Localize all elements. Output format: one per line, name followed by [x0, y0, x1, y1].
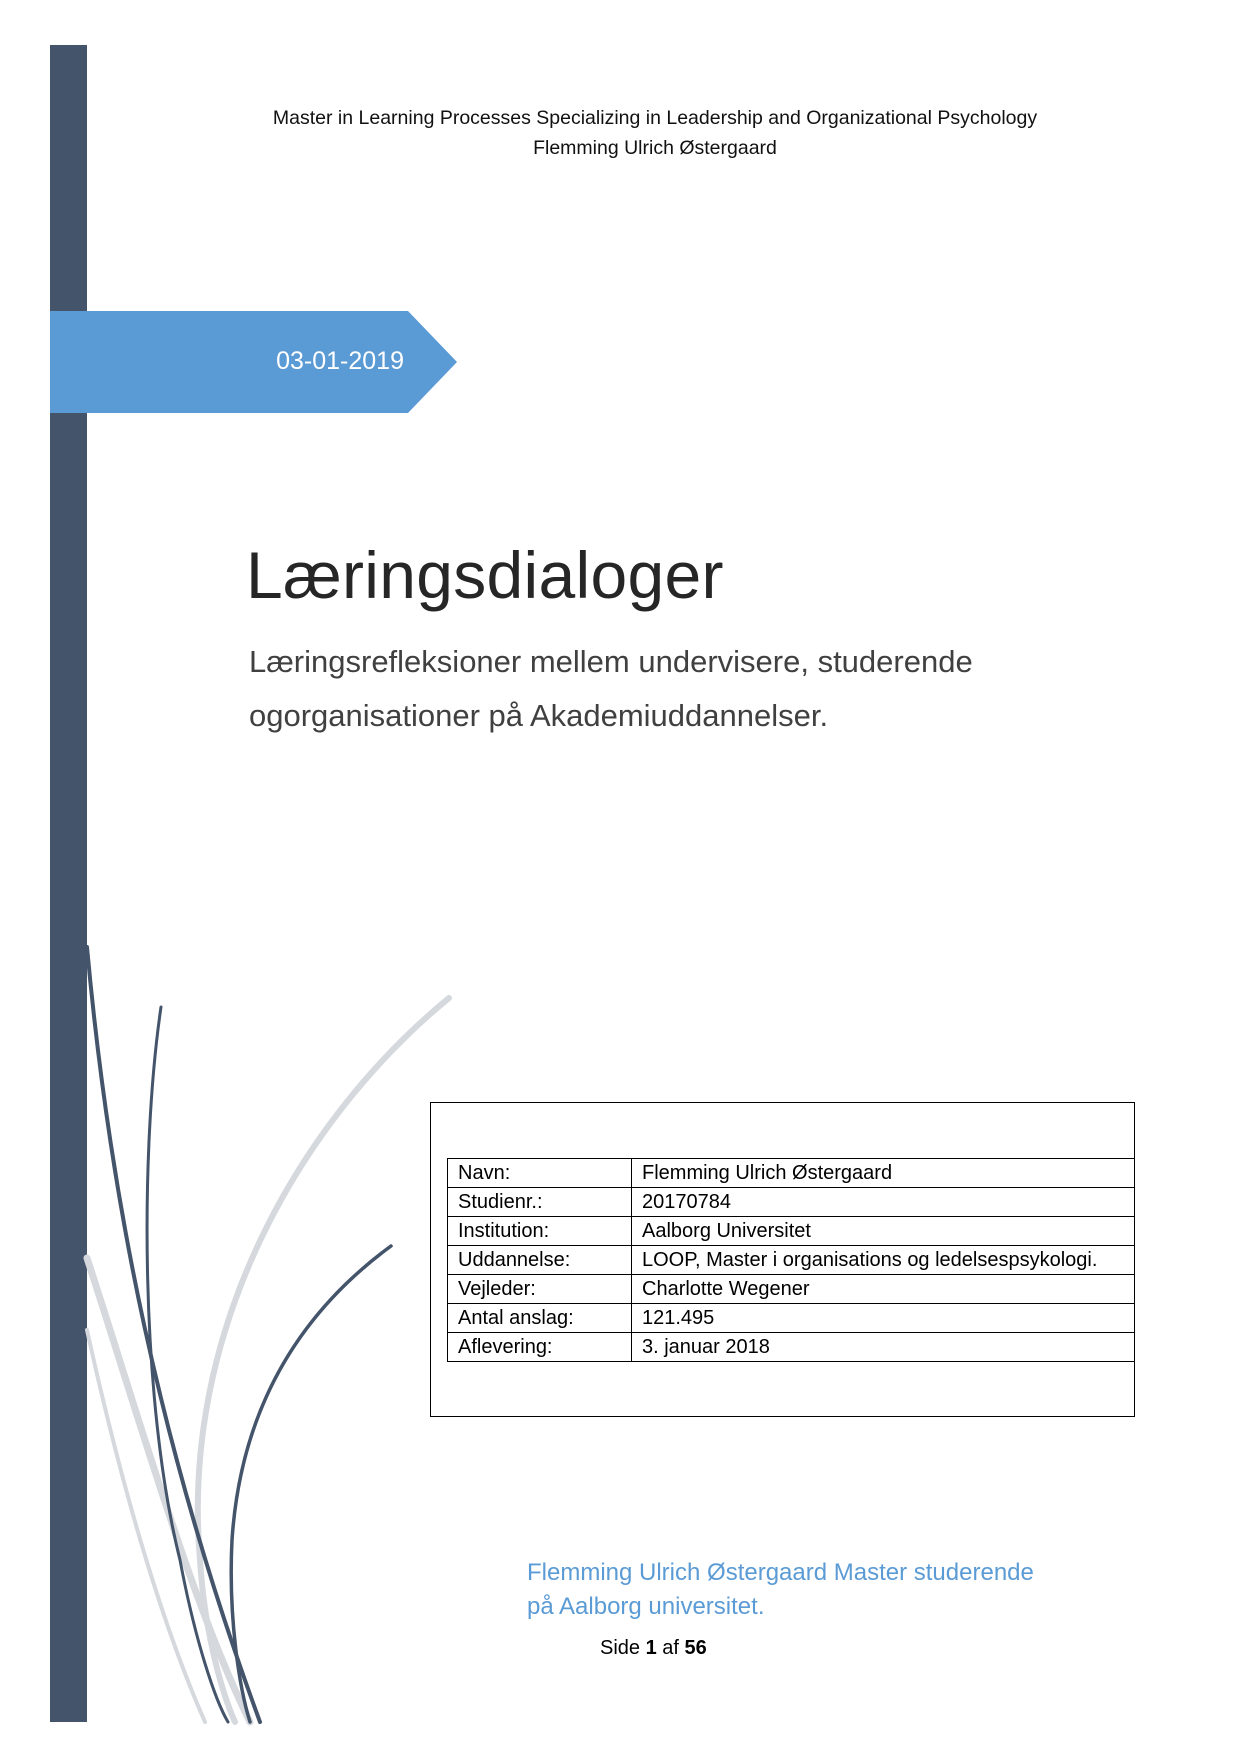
document-title: Læringsdialoger	[246, 538, 724, 612]
table-row	[448, 1304, 1135, 1333]
info-table	[447, 1158, 1135, 1362]
row-value: Aalborg Universitet	[632, 1217, 1135, 1246]
row-value: Charlotte Wegener	[632, 1275, 1135, 1304]
row-label: Aflevering:	[448, 1333, 632, 1362]
info-box	[430, 1102, 1135, 1417]
footer-blurb-line-1: Flemming Ulrich Østergaard Master studerende	[527, 1559, 1034, 1586]
row-label: Uddannelse:	[448, 1246, 632, 1275]
row-label: Studienr.:	[448, 1188, 632, 1217]
page-total: 56	[684, 1637, 707, 1659]
row-value: 3. januar 2018	[632, 1333, 1135, 1362]
row-value: 121.495	[632, 1304, 1135, 1333]
row-label: Institution:	[448, 1217, 632, 1246]
table-row	[448, 1188, 1135, 1217]
row-value: LOOP, Master i organisations og ledelsespsykologi.	[632, 1246, 1135, 1275]
document-date: 03-01-2019	[276, 347, 404, 375]
page-number	[600, 1637, 707, 1660]
table-row	[448, 1275, 1135, 1304]
table-row	[448, 1246, 1135, 1275]
row-label: Antal anslag:	[448, 1304, 632, 1333]
document-header	[200, 103, 1110, 163]
light-curve-2	[198, 998, 449, 1722]
page-prefix: Side	[600, 1637, 641, 1659]
footer-blurb-line-2: på Aalborg universitet.	[527, 1593, 765, 1620]
author-name: Flemming Ulrich Østergaard	[533, 137, 777, 159]
table-row	[448, 1217, 1135, 1246]
page-current: 1	[645, 1637, 657, 1659]
subtitle-line-2: ogorganisationer på Akademiuddannelser.	[249, 698, 829, 733]
table-row	[448, 1333, 1135, 1362]
page-separator: af	[662, 1637, 679, 1659]
subtitle-line-1: Læringsrefleksioner mellem undervisere, studerende	[249, 644, 973, 679]
row-label: Vejleder:	[448, 1275, 632, 1304]
table-row	[448, 1159, 1135, 1188]
footer-blurb	[527, 1556, 1127, 1624]
row-value: 20170784	[632, 1188, 1135, 1217]
light-curve-3	[87, 1330, 205, 1722]
document-subtitle	[249, 635, 1129, 743]
dark-curve-3	[231, 1246, 391, 1722]
program-name: Master in Learning Processes Specializing in Leadership and Organizational Psychology	[272, 107, 1038, 129]
row-value: Flemming Ulrich Østergaard	[632, 1159, 1135, 1188]
row-label: Navn:	[448, 1159, 632, 1188]
